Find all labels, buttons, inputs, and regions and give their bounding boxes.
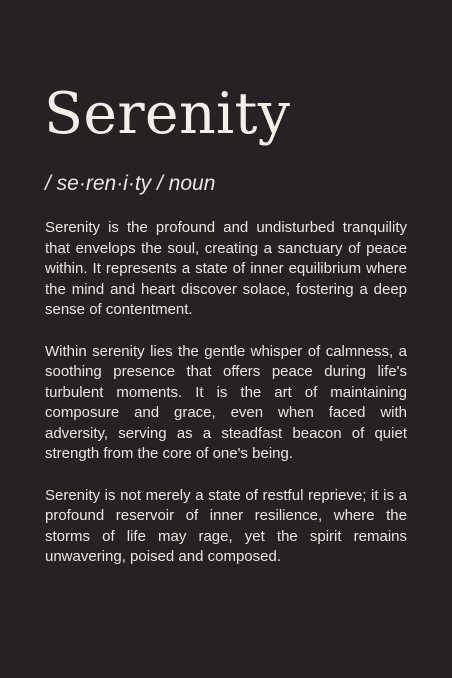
definition-paragraph: Serenity is not merely a state of restful reprieve; it is a profound reservoir of inner resilience, where the storms of life may rage, yet the spirit remains unwavering, poised and composed. <box>45 486 407 565</box>
definition-body <box>45 218 407 589</box>
definition-paragraph: Serenity is the profound and undisturbed tranquility that envelops the soul, creating a sanctuary of peace within. It represents a state of inner equilibrium where the mind and heart discover solace, fostering a deep sense of contentment. <box>45 219 407 318</box>
page-title: Serenity <box>44 81 291 147</box>
definition-paragraph: Within serenity lies the gentle whisper of calmness, a soothing presence that offers peace during life's turbulent moments. It is the art of maintaining composure and grace, even when faced with adversity, serving as a steadfast beacon of quiet strength from the core of one's being. <box>45 342 407 462</box>
pronunciation-line: / se·ren·i·ty / noun <box>45 172 216 195</box>
